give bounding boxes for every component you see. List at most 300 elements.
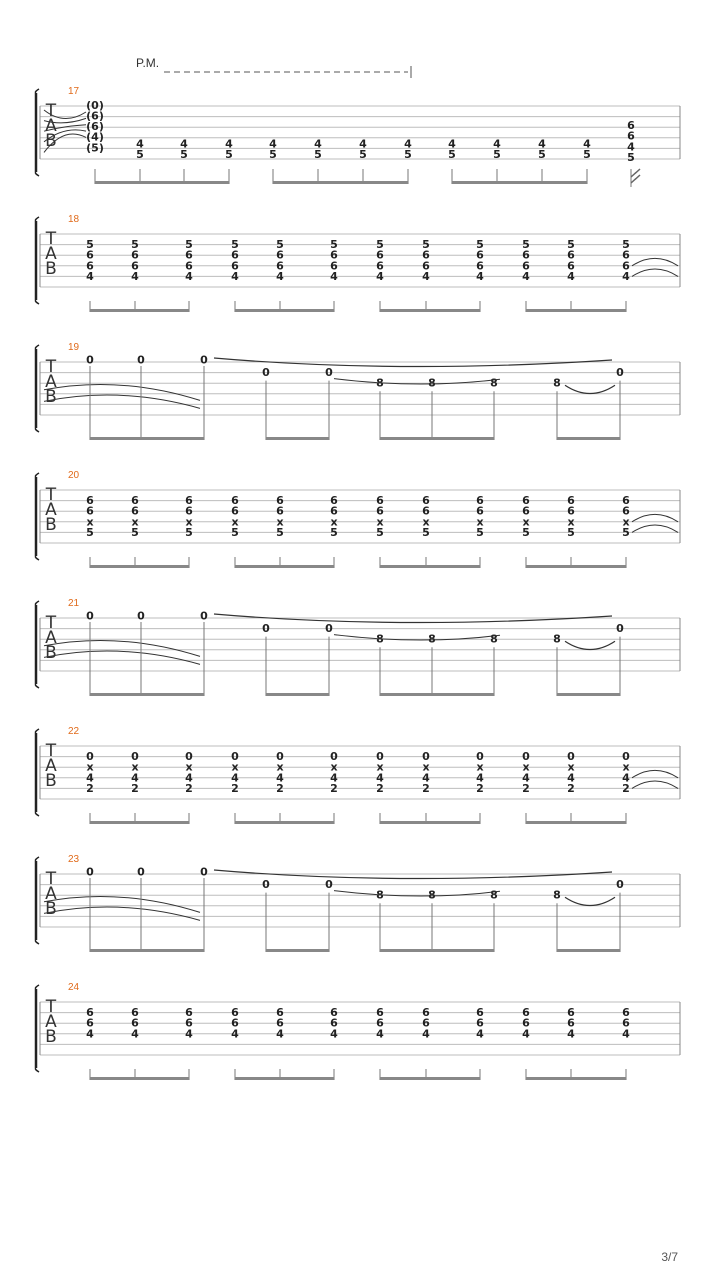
fret-number: 6 bbox=[476, 1006, 484, 1020]
fret-number: 6 bbox=[476, 504, 484, 518]
fret-number: 0 bbox=[231, 750, 239, 764]
fret-number: 6 bbox=[567, 1016, 575, 1030]
fret-number: 5 bbox=[422, 238, 430, 252]
note-beam bbox=[90, 437, 204, 440]
fret-number: 6 bbox=[476, 494, 484, 508]
fret-number: 4 bbox=[225, 137, 233, 151]
fret-number: x bbox=[422, 515, 430, 529]
fret-number: 5 bbox=[448, 147, 456, 161]
fret-number: 0 bbox=[330, 750, 338, 764]
fret-number: 4 bbox=[567, 269, 575, 283]
fret-number: 6 bbox=[422, 248, 430, 262]
fret-number: 4 bbox=[422, 269, 430, 283]
ghost-note: (6) bbox=[86, 120, 104, 134]
fret-number: 6 bbox=[622, 494, 630, 508]
fret-number: 6 bbox=[622, 259, 630, 273]
fret-number: 8 bbox=[490, 376, 498, 390]
fret-number: 5 bbox=[622, 525, 630, 539]
fret-number: 2 bbox=[567, 781, 575, 795]
fret-number: 6 bbox=[185, 1006, 193, 1020]
fret-number: 6 bbox=[86, 1006, 94, 1020]
tab-clef-letter: T bbox=[45, 229, 57, 249]
fret-number: x bbox=[330, 760, 338, 774]
fret-number: 6 bbox=[131, 504, 139, 518]
fret-number: 5 bbox=[627, 150, 635, 164]
note-beam bbox=[380, 309, 480, 312]
fret-number: 6 bbox=[567, 259, 575, 273]
fret-number: x bbox=[231, 760, 239, 774]
measure-number: 17 bbox=[68, 86, 80, 97]
note-beam bbox=[526, 565, 626, 568]
tab-clef-letter: B bbox=[45, 515, 57, 535]
fret-number: 0 bbox=[376, 750, 384, 764]
fret-number: 4 bbox=[404, 137, 412, 151]
note-beam bbox=[235, 565, 334, 568]
fret-number: 6 bbox=[622, 1016, 630, 1030]
fret-number: 5 bbox=[567, 238, 575, 252]
tie-arc bbox=[632, 525, 678, 532]
ghost-note: (5) bbox=[86, 141, 104, 155]
fret-number: 5 bbox=[522, 238, 530, 252]
fret-number: 4 bbox=[422, 771, 430, 785]
fret-number: 8 bbox=[553, 632, 561, 646]
tie-arc bbox=[44, 651, 200, 664]
fret-number: 5 bbox=[185, 238, 193, 252]
fret-number: 5 bbox=[185, 525, 193, 539]
fret-number: 4 bbox=[131, 771, 139, 785]
fret-number: 4 bbox=[476, 1027, 484, 1041]
note-beam bbox=[557, 437, 620, 440]
note-beam bbox=[90, 309, 189, 312]
fret-number: x bbox=[231, 515, 239, 529]
fret-number: 6 bbox=[231, 1006, 239, 1020]
fret-number: 2 bbox=[376, 781, 384, 795]
fret-number: 5 bbox=[330, 238, 338, 252]
fret-number: 6 bbox=[185, 248, 193, 262]
fret-number: x bbox=[422, 760, 430, 774]
note-beam bbox=[526, 309, 626, 312]
fret-number: 6 bbox=[330, 259, 338, 273]
fret-number: 6 bbox=[627, 129, 635, 143]
note-beam bbox=[90, 693, 204, 696]
tab-clef-letter: A bbox=[45, 244, 57, 264]
fret-number: 0 bbox=[616, 366, 624, 380]
fret-number: 6 bbox=[330, 494, 338, 508]
fret-number: 0 bbox=[137, 353, 145, 367]
fret-number: 6 bbox=[422, 1006, 430, 1020]
fret-number: x bbox=[476, 515, 484, 529]
fret-number: 0 bbox=[262, 366, 270, 380]
fret-number: 4 bbox=[622, 269, 630, 283]
fret-number: 8 bbox=[428, 376, 436, 390]
fret-number: 0 bbox=[567, 750, 575, 764]
note-beam bbox=[266, 949, 329, 952]
fret-number: 4 bbox=[86, 269, 94, 283]
fret-number: 6 bbox=[276, 259, 284, 273]
fret-number: x bbox=[567, 515, 575, 529]
slur-arc bbox=[565, 897, 615, 905]
fret-number: 5 bbox=[276, 525, 284, 539]
fret-number: 5 bbox=[422, 525, 430, 539]
fret-number: 4 bbox=[269, 137, 277, 151]
fret-number: 6 bbox=[522, 1006, 530, 1020]
fret-number: 6 bbox=[330, 504, 338, 518]
fret-number: 4 bbox=[622, 771, 630, 785]
note-beam bbox=[235, 1077, 334, 1080]
tab-clef-letter: B bbox=[45, 131, 57, 151]
tab-clef-letter: B bbox=[45, 771, 57, 791]
fret-number: 0 bbox=[86, 353, 94, 367]
fret-number: 5 bbox=[86, 238, 94, 252]
fret-number: 4 bbox=[330, 269, 338, 283]
fret-number: 6 bbox=[422, 504, 430, 518]
fret-number: 6 bbox=[276, 494, 284, 508]
fret-number: 6 bbox=[376, 259, 384, 273]
fret-number: 8 bbox=[428, 888, 436, 902]
fret-number: 8 bbox=[376, 376, 384, 390]
fret-number: x bbox=[185, 760, 193, 774]
note-beam bbox=[380, 565, 480, 568]
bracket-bottom bbox=[35, 428, 39, 432]
fret-number: 6 bbox=[330, 248, 338, 262]
fret-number: 6 bbox=[376, 248, 384, 262]
fret-number: 2 bbox=[422, 781, 430, 795]
fret-number: 5 bbox=[276, 238, 284, 252]
tie-arc bbox=[632, 269, 678, 276]
fret-number: 5 bbox=[131, 238, 139, 252]
bracket-top bbox=[35, 217, 39, 221]
fret-number: 6 bbox=[276, 248, 284, 262]
tab-clef-letter: T bbox=[45, 741, 57, 761]
fret-number: 6 bbox=[86, 494, 94, 508]
fret-number: 0 bbox=[86, 865, 94, 879]
fret-number: 6 bbox=[330, 1006, 338, 1020]
fret-number: 5 bbox=[567, 525, 575, 539]
fret-number: x bbox=[622, 760, 630, 774]
note-beam bbox=[235, 821, 334, 824]
ghost-note: (6) bbox=[86, 109, 104, 123]
fret-number: 4 bbox=[567, 771, 575, 785]
bracket-bottom bbox=[35, 556, 39, 560]
note-beam bbox=[526, 821, 626, 824]
fret-number: 6 bbox=[376, 494, 384, 508]
tab-clef-letter: B bbox=[45, 1027, 57, 1047]
fret-number: 0 bbox=[616, 878, 624, 892]
fret-number: 6 bbox=[522, 494, 530, 508]
note-beam bbox=[557, 949, 620, 952]
fret-number: 4 bbox=[522, 771, 530, 785]
tab-clef-letter: A bbox=[45, 756, 57, 776]
bracket-bottom bbox=[35, 300, 39, 304]
fret-number: x bbox=[86, 760, 94, 774]
fret-number: 2 bbox=[86, 781, 94, 795]
note-beam bbox=[526, 1077, 626, 1080]
page-number: 3/7 bbox=[661, 1250, 678, 1264]
tab-clef-letter: A bbox=[45, 884, 57, 904]
fret-number: 5 bbox=[231, 238, 239, 252]
fret-number: x bbox=[522, 760, 530, 774]
fret-number: 8 bbox=[553, 376, 561, 390]
bracket-top bbox=[35, 729, 39, 733]
tab-clef-letter: B bbox=[45, 259, 57, 279]
fret-number: 5 bbox=[330, 525, 338, 539]
fret-number: 4 bbox=[86, 771, 94, 785]
ghost-note: (0) bbox=[86, 98, 104, 112]
bracket-bottom bbox=[35, 940, 39, 944]
note-beam bbox=[452, 181, 587, 184]
fret-number: 6 bbox=[185, 494, 193, 508]
fret-number: 6 bbox=[567, 248, 575, 262]
bracket-top bbox=[35, 985, 39, 989]
bracket-top bbox=[35, 345, 39, 349]
palm-mute-label: P.M. bbox=[136, 56, 160, 70]
slur-arc bbox=[565, 385, 615, 393]
tab-clef-letter: B bbox=[45, 387, 57, 407]
fret-number: x bbox=[276, 760, 284, 774]
note-beam bbox=[380, 821, 480, 824]
note-beam bbox=[380, 693, 494, 696]
fret-number: 5 bbox=[269, 147, 277, 161]
note-beam bbox=[90, 565, 189, 568]
fret-number: 6 bbox=[376, 1006, 384, 1020]
fret-number: 2 bbox=[622, 781, 630, 795]
fret-number: 5 bbox=[404, 147, 412, 161]
fret-number: x bbox=[131, 760, 139, 774]
fret-number: 2 bbox=[522, 781, 530, 795]
fret-number: 4 bbox=[522, 269, 530, 283]
fret-number: 0 bbox=[262, 878, 270, 892]
fret-number: x bbox=[622, 515, 630, 529]
bracket-top bbox=[35, 473, 39, 477]
fret-number: 4 bbox=[448, 137, 456, 151]
fret-number: 6 bbox=[86, 504, 94, 518]
fret-number: 4 bbox=[622, 1027, 630, 1041]
fret-number: 4 bbox=[567, 1027, 575, 1041]
note-beam bbox=[90, 821, 189, 824]
fret-number: 8 bbox=[553, 888, 561, 902]
fret-number: 2 bbox=[131, 781, 139, 795]
fret-number: 0 bbox=[86, 750, 94, 764]
fret-number: 6 bbox=[622, 1006, 630, 1020]
fret-number: 0 bbox=[422, 750, 430, 764]
fret-number: 0 bbox=[200, 353, 208, 367]
fret-number: 6 bbox=[131, 494, 139, 508]
fret-number: 0 bbox=[131, 750, 139, 764]
fret-number: 6 bbox=[330, 1016, 338, 1030]
fret-number: 0 bbox=[86, 609, 94, 623]
fret-number: 6 bbox=[522, 504, 530, 518]
fret-number: 8 bbox=[490, 888, 498, 902]
fret-number: 4 bbox=[131, 1027, 139, 1041]
fret-number: 5 bbox=[522, 525, 530, 539]
fret-number: x bbox=[567, 760, 575, 774]
measure-number: 22 bbox=[68, 726, 80, 737]
fret-number: 6 bbox=[422, 1016, 430, 1030]
fret-number: 0 bbox=[325, 366, 333, 380]
fret-number: 5 bbox=[180, 147, 188, 161]
fret-number: 8 bbox=[428, 632, 436, 646]
fret-number: 5 bbox=[476, 238, 484, 252]
fret-number: 4 bbox=[185, 771, 193, 785]
fret-number: 0 bbox=[616, 622, 624, 636]
fret-number: 6 bbox=[131, 248, 139, 262]
ghost-note: (4) bbox=[86, 130, 104, 144]
fret-number: 6 bbox=[567, 504, 575, 518]
fret-number: 2 bbox=[185, 781, 193, 795]
bracket-top bbox=[35, 89, 39, 93]
fret-number: 6 bbox=[567, 1006, 575, 1020]
fret-number: 6 bbox=[231, 494, 239, 508]
fret-number: 5 bbox=[359, 147, 367, 161]
tie-arc bbox=[632, 258, 678, 265]
fret-number: 6 bbox=[185, 259, 193, 273]
tab-clef-letter: A bbox=[45, 500, 57, 520]
note-beam bbox=[557, 693, 620, 696]
fret-number: 4 bbox=[376, 771, 384, 785]
note-beam bbox=[266, 437, 329, 440]
fret-number: 0 bbox=[476, 750, 484, 764]
fret-number: x bbox=[376, 515, 384, 529]
note-beam bbox=[95, 181, 229, 184]
bracket-top bbox=[35, 601, 39, 605]
fret-number: 0 bbox=[522, 750, 530, 764]
fret-number: 4 bbox=[231, 771, 239, 785]
tab-clef-letter: T bbox=[45, 101, 57, 121]
fret-number: 2 bbox=[276, 781, 284, 795]
fret-number: 5 bbox=[314, 147, 322, 161]
fret-number: 5 bbox=[622, 238, 630, 252]
tie-arc bbox=[44, 395, 200, 408]
fret-number: x bbox=[330, 515, 338, 529]
fret-number: 4 bbox=[276, 771, 284, 785]
note-beam bbox=[235, 309, 334, 312]
fret-number: 4 bbox=[359, 137, 367, 151]
fret-number: 2 bbox=[330, 781, 338, 795]
fret-number: 6 bbox=[622, 504, 630, 518]
fret-number: 6 bbox=[86, 259, 94, 273]
fret-number: 6 bbox=[86, 248, 94, 262]
fret-number: 4 bbox=[314, 137, 322, 151]
tie-arc bbox=[632, 514, 678, 521]
tab-clef-letter: A bbox=[45, 372, 57, 392]
note-beam bbox=[90, 1077, 189, 1080]
fret-number: 6 bbox=[231, 504, 239, 518]
fret-number: 6 bbox=[276, 504, 284, 518]
fret-number: 6 bbox=[422, 259, 430, 273]
tab-clef-letter: T bbox=[45, 485, 57, 505]
tab-clef-letter: A bbox=[45, 1012, 57, 1032]
fret-number: 6 bbox=[476, 259, 484, 273]
tie-arc bbox=[44, 907, 200, 920]
bracket-top bbox=[35, 857, 39, 861]
fret-number: 6 bbox=[522, 1016, 530, 1030]
fret-number: 4 bbox=[185, 269, 193, 283]
fret-number: 6 bbox=[276, 1006, 284, 1020]
fret-number: 4 bbox=[180, 137, 188, 151]
fret-number: 0 bbox=[276, 750, 284, 764]
fret-number: 2 bbox=[476, 781, 484, 795]
fret-number: 4 bbox=[476, 771, 484, 785]
fret-number: x bbox=[522, 515, 530, 529]
measure-number: 23 bbox=[68, 854, 80, 865]
fret-number: 2 bbox=[231, 781, 239, 795]
fret-number: x bbox=[276, 515, 284, 529]
fret-number: 5 bbox=[136, 147, 144, 161]
fret-number: 5 bbox=[376, 238, 384, 252]
fret-number: 0 bbox=[137, 865, 145, 879]
fret-number: 4 bbox=[476, 269, 484, 283]
fret-number: 4 bbox=[627, 140, 635, 154]
fret-number: 8 bbox=[376, 632, 384, 646]
tab-clef-letter: T bbox=[45, 997, 57, 1017]
measure-number: 21 bbox=[68, 598, 80, 609]
fret-number: 5 bbox=[131, 525, 139, 539]
tie-arc bbox=[632, 770, 678, 777]
fret-number: 6 bbox=[376, 1016, 384, 1030]
fret-number: 6 bbox=[131, 1016, 139, 1030]
tab-clef-letter: B bbox=[45, 899, 57, 919]
fret-number: 0 bbox=[325, 622, 333, 636]
fret-number: 4 bbox=[422, 1027, 430, 1041]
fret-number: 5 bbox=[583, 147, 591, 161]
tab-clef-letter: B bbox=[45, 643, 57, 663]
fret-number: 5 bbox=[86, 525, 94, 539]
fret-number: 4 bbox=[522, 1027, 530, 1041]
fret-number: 4 bbox=[231, 269, 239, 283]
tab-clef-letter: T bbox=[45, 869, 57, 889]
fret-number: 8 bbox=[490, 632, 498, 646]
fret-number: 6 bbox=[476, 1016, 484, 1030]
fret-number: 6 bbox=[231, 248, 239, 262]
fret-number: x bbox=[86, 515, 94, 529]
fret-number: 6 bbox=[131, 1006, 139, 1020]
fret-number: 6 bbox=[627, 119, 635, 133]
fret-number: 5 bbox=[493, 147, 501, 161]
fret-number: 0 bbox=[262, 622, 270, 636]
fret-number: 6 bbox=[131, 259, 139, 273]
fret-number: 6 bbox=[86, 1016, 94, 1030]
fret-number: 5 bbox=[476, 525, 484, 539]
note-beam bbox=[380, 949, 494, 952]
fret-number: 0 bbox=[185, 750, 193, 764]
note-beam bbox=[380, 437, 494, 440]
fret-number: 5 bbox=[538, 147, 546, 161]
fret-number: 6 bbox=[231, 1016, 239, 1030]
bracket-bottom bbox=[35, 172, 39, 176]
fret-number: 6 bbox=[476, 248, 484, 262]
fret-number: 6 bbox=[567, 494, 575, 508]
tab-clef-letter: T bbox=[45, 357, 57, 377]
bracket-bottom bbox=[35, 812, 39, 816]
measure-number: 18 bbox=[68, 214, 80, 225]
measure-number: 20 bbox=[68, 470, 80, 481]
fret-number: 4 bbox=[330, 771, 338, 785]
fret-number: 6 bbox=[376, 504, 384, 518]
fret-number: x bbox=[185, 515, 193, 529]
fret-number: 6 bbox=[276, 1016, 284, 1030]
fret-number: 5 bbox=[231, 525, 239, 539]
fret-number: 0 bbox=[200, 609, 208, 623]
fret-number: 0 bbox=[200, 865, 208, 879]
fret-number: 4 bbox=[538, 137, 546, 151]
fret-number: 4 bbox=[583, 137, 591, 151]
fret-number: 5 bbox=[225, 147, 233, 161]
slur-arc bbox=[565, 641, 615, 649]
bracket-bottom bbox=[35, 684, 39, 688]
fret-number: 4 bbox=[276, 1027, 284, 1041]
fret-number: 6 bbox=[522, 248, 530, 262]
fret-number: 4 bbox=[86, 1027, 94, 1041]
